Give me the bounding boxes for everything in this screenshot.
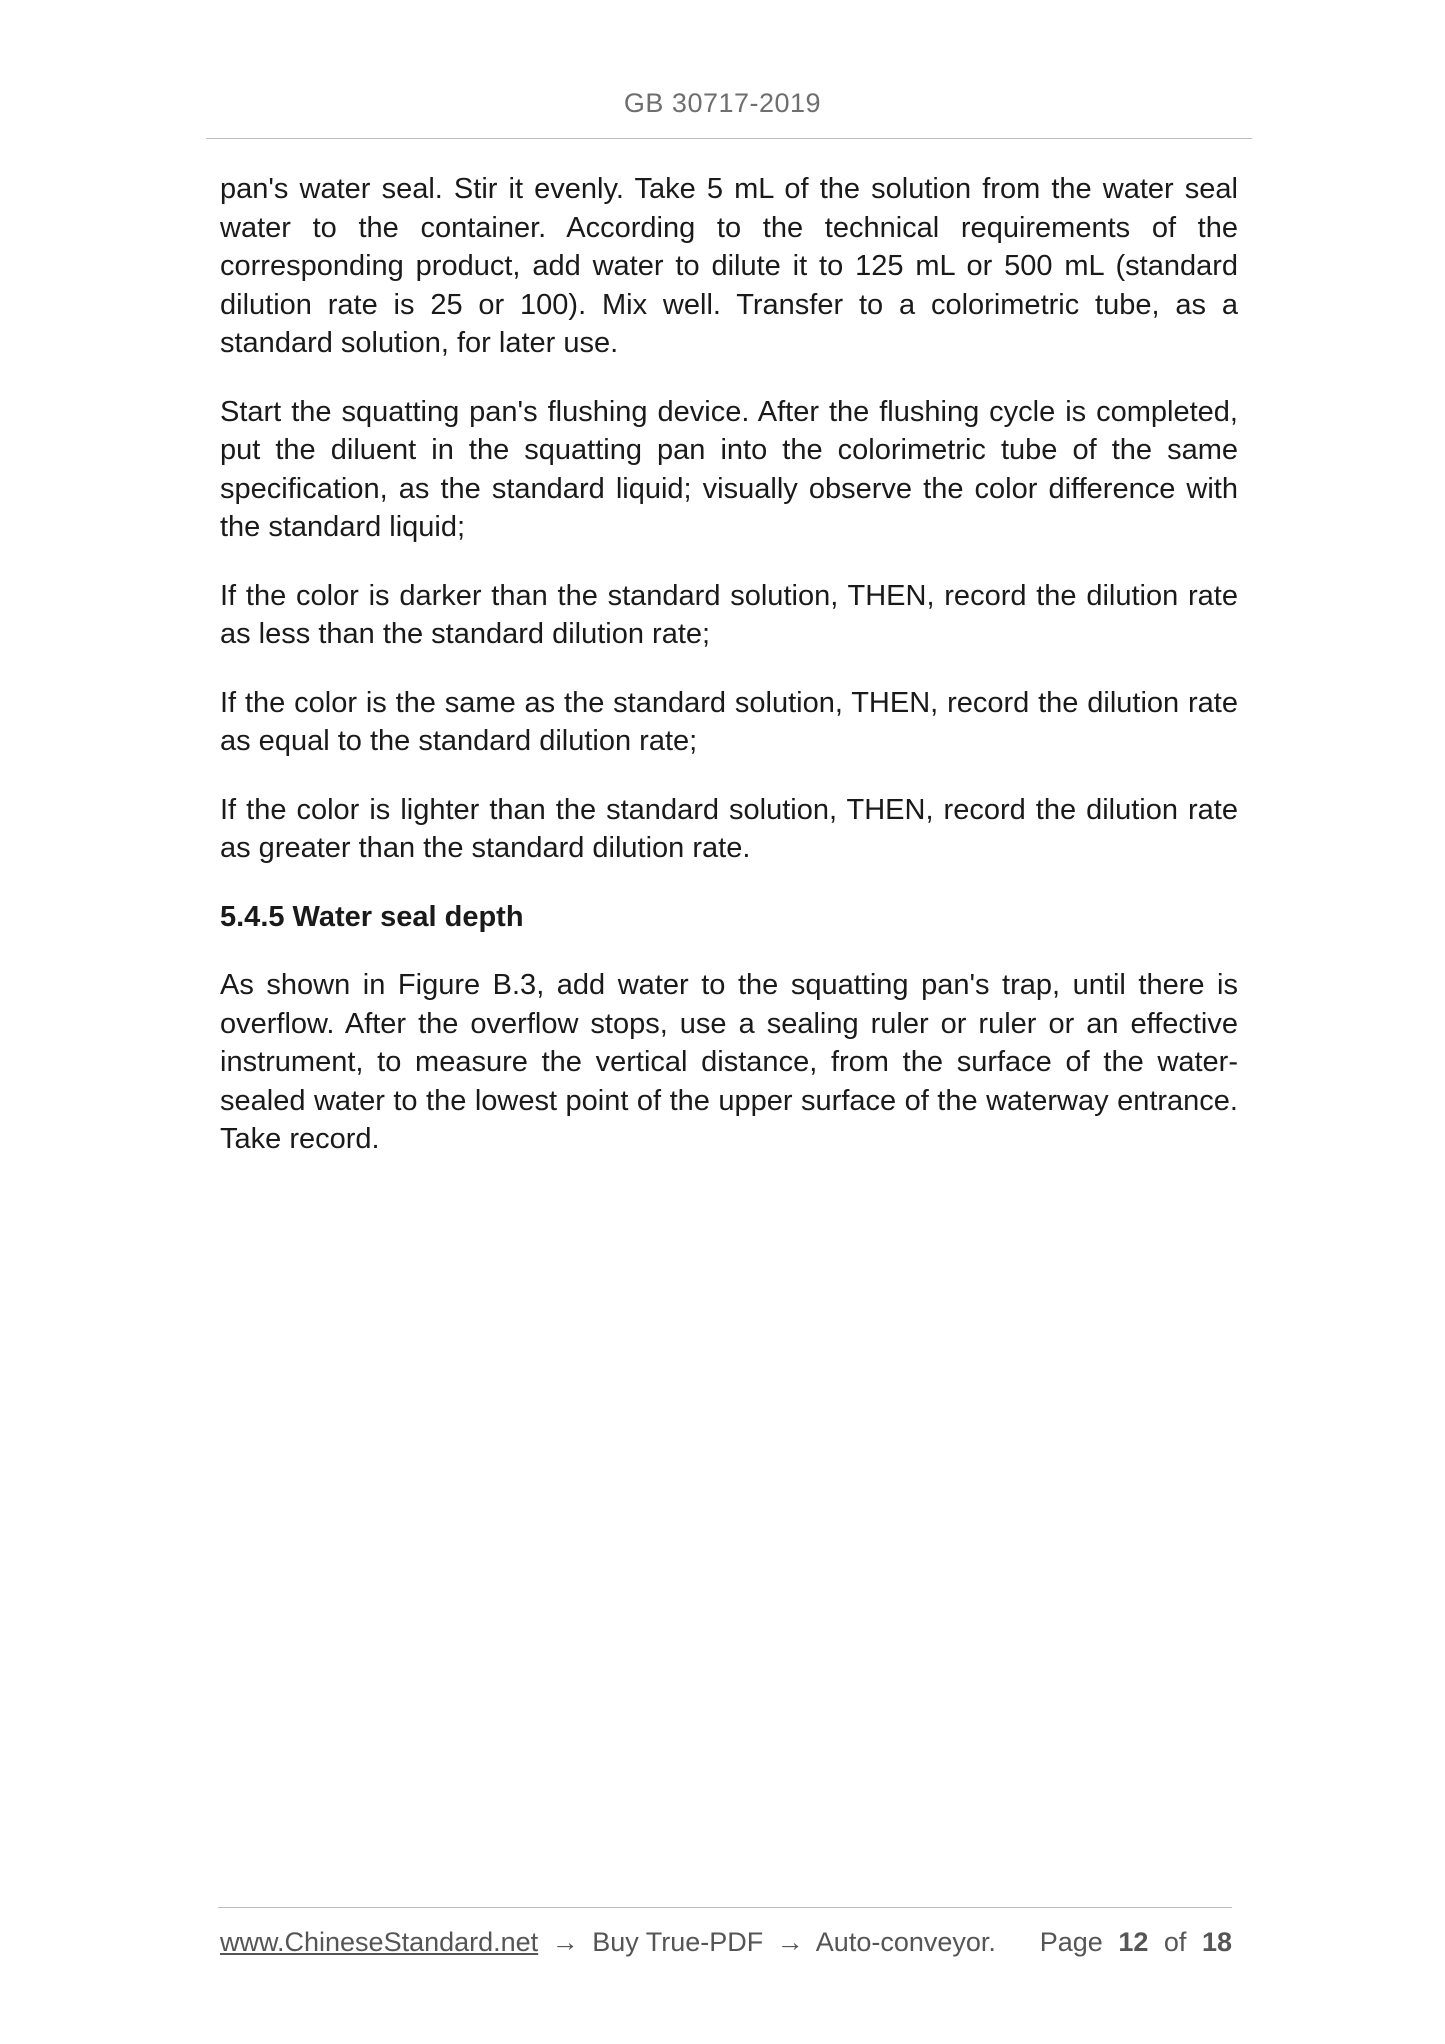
body-paragraph-1: pan's water seal. Stir it evenly. Take 5 mL of the solution from the water seal water to the container. According to the technical requirements of the corresponding product, add water to dilute it to 125 mL or 500 mL (standard dilution rate is 25 or 100). Mix well. Transfer to a colorimetric tube, as a standard solution, for later use. (220, 173, 1238, 359)
body-paragraph-3: If the color is darker than the standard solution, THEN, record the dilution rate as less than the standard dilution rate; (220, 579, 1238, 650)
current-page-number: 12 (1118, 1927, 1149, 1957)
page-indicator (1040, 1927, 1232, 1958)
page-label: Page (1039, 1927, 1103, 1957)
auto-conveyor-text: Auto-conveyor. (815, 1927, 996, 1957)
page-of-label: of (1163, 1927, 1187, 1957)
total-page-number: 18 (1201, 1927, 1232, 1957)
footer-navigation (220, 1927, 996, 1958)
body-paragraph-5: If the color is lighter than the standard solution, THEN, record the dilution rate as greater than the standard dilution rate. (220, 793, 1238, 864)
document-body (220, 170, 1238, 1189)
chinesestandard-link[interactable]: www.ChineseStandard.net (220, 1927, 539, 1957)
arrow-right-icon: → (551, 1927, 579, 1957)
section-paragraph: As shown in Figure B.3, add water to the squatting pan's trap, until there is overflow. After the overflow stops, use a sealing ruler or ruler or an effective instrument, to measure the vertical distance, from the surface of the water-sealed water to the lowest point of the upper surface of the waterway entrance. Take record. (220, 969, 1238, 1155)
footer-divider (218, 1907, 1232, 1908)
arrow-right-icon: → (776, 1927, 804, 1957)
document-id-header: GB 30717-2019 (623, 88, 822, 118)
section-heading: 5.4.5 Water seal depth (220, 900, 524, 933)
header-divider (206, 138, 1252, 139)
buy-true-pdf-text: Buy True-PDF (592, 1927, 764, 1957)
body-paragraph-4: If the color is the same as the standard solution, THEN, record the dilution rate as equal to the standard dilution rate; (220, 686, 1238, 757)
body-paragraph-2: Start the squatting pan's flushing device. After the flushing cycle is completed, put the diluent in the squatting pan into the colorimetric tube of the same specification, as the standard liquid; visually observe the color difference with the standard liquid; (220, 395, 1238, 543)
